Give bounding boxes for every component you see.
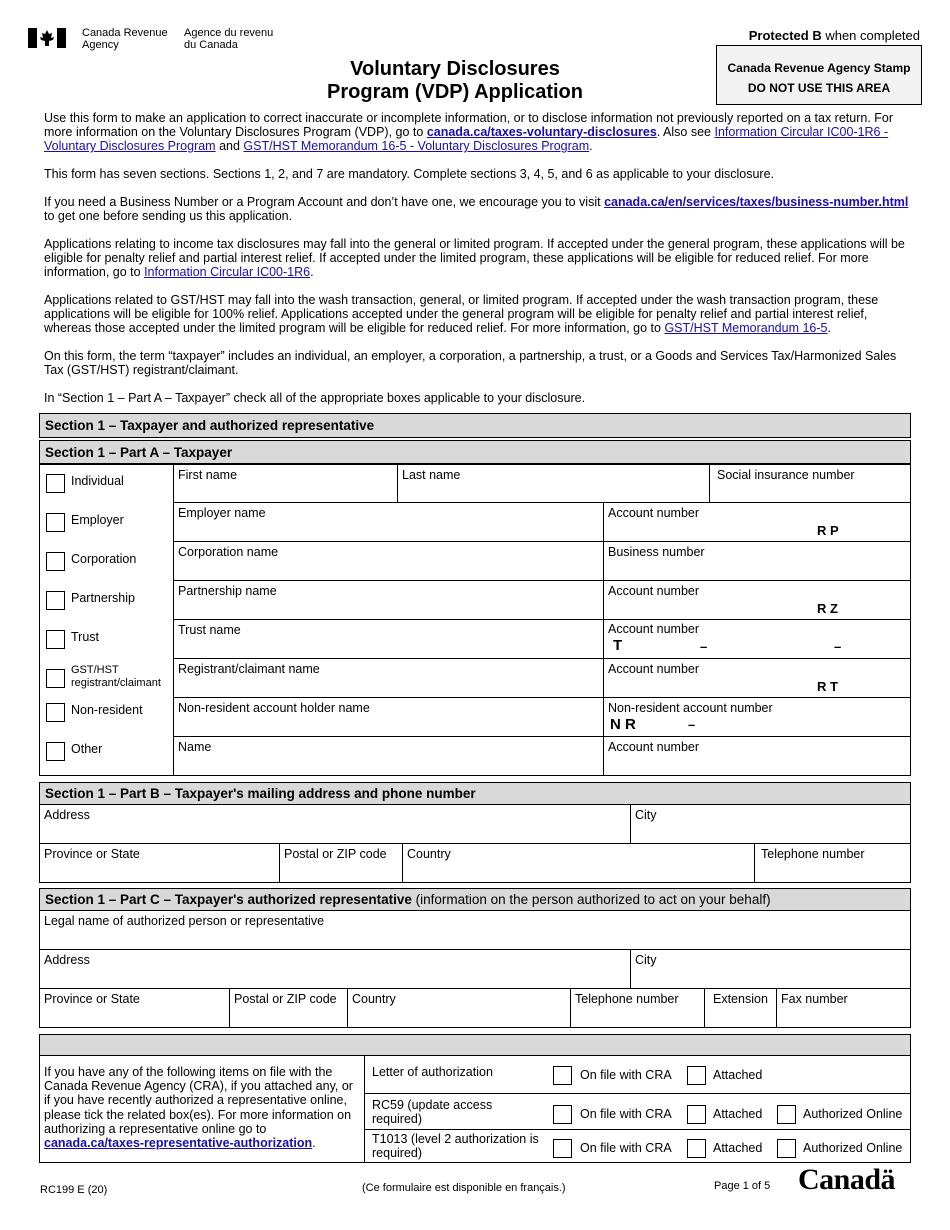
rc59-attached-label: Attached bbox=[713, 1107, 763, 1121]
registrant-name-field[interactable] bbox=[173, 658, 604, 698]
loa-attached-checkbox[interactable] bbox=[687, 1066, 706, 1085]
taxpayer-telephone-label: Telephone number bbox=[761, 847, 865, 861]
agency-en-line1: Canada Revenue bbox=[82, 27, 168, 39]
t1013-online-label: Authorized Online bbox=[803, 1141, 903, 1155]
taxpayer-country-label: Country bbox=[407, 847, 451, 861]
other-account-label: Account number bbox=[608, 740, 700, 754]
nr-dash: – bbox=[688, 717, 696, 732]
business-number-label: Business number bbox=[608, 545, 705, 559]
intro-paragraph-4 bbox=[44, 237, 912, 279]
rep-fax-label: Fax number bbox=[781, 992, 848, 1006]
taxpayer-type-column bbox=[39, 464, 174, 776]
canada-flag-icon bbox=[28, 28, 66, 48]
intro-paragraph-1 bbox=[44, 111, 912, 153]
rep-province-field[interactable] bbox=[39, 988, 230, 1028]
protected-b-suffix: when completed bbox=[821, 28, 920, 43]
corporation-checkbox[interactable] bbox=[46, 552, 65, 571]
form-title bbox=[280, 58, 630, 104]
section1-partA-header: Section 1 – Part A – Taxpayer bbox=[39, 440, 911, 464]
intro-p4-text-a: Applications relating to income tax disclosures may fall into the general or limited program. If accepted under the general program, these applications will be eligible for penalty relief and partial interest relief. If accepted under the limited program, these applications will be eligible for reduced relief. For more information, go to bbox=[44, 237, 905, 279]
taxpayer-country-field[interactable] bbox=[402, 843, 755, 883]
rep-country-field[interactable] bbox=[347, 988, 571, 1028]
trust-label: Trust bbox=[71, 630, 100, 644]
agency-fr-line2: du Canada bbox=[184, 39, 238, 51]
authorization-info-body: If you have any of the following items on file with the Canada Revenue Agency (CRA), if you attached any, or if you have recently authorized a representative online, please tick the related box(es). For more information on authorizing a representative online go to bbox=[44, 1065, 353, 1136]
rp-suffix: R P bbox=[817, 523, 839, 538]
intro-p1-text-b: . Also see bbox=[656, 125, 715, 139]
last-name-field[interactable] bbox=[397, 464, 710, 503]
sin-label: Social insurance number bbox=[717, 468, 855, 482]
intro-paragraph-2: This form has seven sections. Sections 1, 2, and 7 are mandatory. Complete sections 3, 4, 5, and 6 as applicable to your disclosure. bbox=[44, 167, 775, 181]
section1-header: Section 1 – Taxpayer and authorized representative bbox=[39, 413, 911, 438]
cra-stamp-area bbox=[716, 45, 922, 105]
letter-of-authorization-label: Letter of authorization bbox=[372, 1065, 493, 1079]
trust-name-label: Trust name bbox=[178, 623, 241, 637]
individual-label: Individual bbox=[71, 474, 124, 488]
other-name-field[interactable] bbox=[173, 736, 604, 776]
loa-on-file-label: On file with CRA bbox=[580, 1068, 672, 1082]
rep-province-label: Province or State bbox=[44, 992, 140, 1006]
rep-address-label: Address bbox=[44, 953, 90, 967]
t-prefix: T bbox=[613, 637, 623, 654]
ic00-1r6-link[interactable]: Information Circular IC00-1R6 - Voluntary Disclosures Program bbox=[44, 125, 889, 153]
protected-b-notice bbox=[690, 28, 920, 43]
rep-address-field[interactable] bbox=[39, 949, 631, 989]
corporation-label: Corporation bbox=[71, 552, 137, 566]
other-account-field[interactable] bbox=[603, 736, 911, 776]
intro-text bbox=[44, 111, 912, 419]
rep-telephone-field[interactable] bbox=[570, 988, 705, 1028]
agency-name-french bbox=[184, 27, 284, 51]
representative-authorization-link[interactable]: canada.ca/taxes-representative-authorization bbox=[44, 1136, 313, 1151]
trust-name-field[interactable] bbox=[173, 619, 604, 659]
intro-p1-text-d: . bbox=[589, 139, 593, 153]
other-checkbox[interactable] bbox=[46, 742, 65, 761]
t1013-on-file-label: On file with CRA bbox=[580, 1141, 672, 1155]
non-resident-label: Non-resident bbox=[71, 703, 143, 717]
gst-hst-registrant-checkbox[interactable] bbox=[46, 669, 65, 688]
taxpayer-province-field[interactable] bbox=[39, 843, 280, 883]
form-code: RC199 E (20) bbox=[40, 1184, 108, 1196]
gst-memo-link-2[interactable]: GST/HST Memorandum 16-5 bbox=[664, 321, 828, 335]
legal-name-label: Legal name of authorized person or representative bbox=[44, 914, 325, 928]
rep-postal-field[interactable] bbox=[229, 988, 348, 1028]
intro-p5-text-b: . bbox=[827, 321, 831, 335]
gst-account-field[interactable] bbox=[603, 658, 911, 698]
section1-partB-header: Section 1 – Part B – Taxpayer's mailing address and phone number bbox=[39, 782, 911, 805]
vdp-link[interactable]: canada.ca/taxes-voluntary-disclosures bbox=[426, 125, 657, 139]
last-name-label: Last name bbox=[402, 468, 461, 482]
other-label: Other bbox=[71, 742, 103, 756]
taxpayer-postal-field[interactable] bbox=[279, 843, 403, 883]
corporation-name-field[interactable] bbox=[173, 541, 604, 581]
sin-field[interactable] bbox=[709, 464, 911, 503]
legal-name-field[interactable] bbox=[39, 910, 911, 950]
employer-name-field[interactable] bbox=[173, 502, 604, 542]
trust-checkbox[interactable] bbox=[46, 630, 65, 649]
loa-on-file-checkbox[interactable] bbox=[553, 1066, 572, 1085]
trust-dash-2: – bbox=[834, 639, 842, 654]
partnership-account-field[interactable] bbox=[603, 580, 911, 620]
rep-extension-label: Extension bbox=[713, 992, 768, 1006]
authorization-info-end: . bbox=[312, 1136, 316, 1151]
rep-city-field[interactable] bbox=[630, 949, 911, 989]
registrant-name-label: Registrant/claimant name bbox=[178, 662, 320, 676]
nonresident-account-field[interactable] bbox=[603, 697, 911, 737]
page-number: Page 1 of 5 bbox=[714, 1180, 771, 1192]
employer-account-label: Account number bbox=[608, 506, 700, 520]
rc59-attached-checkbox[interactable] bbox=[687, 1105, 706, 1124]
rc59-on-file-checkbox[interactable] bbox=[553, 1105, 572, 1124]
business-number-link[interactable]: canada.ca/en/services/taxes/business-number.html bbox=[604, 195, 909, 209]
ic00-1r6-link-2[interactable]: Information Circular IC00-1R6 bbox=[144, 265, 311, 279]
stamp-warning: DO NOT USE THIS AREA bbox=[747, 81, 891, 95]
partnership-checkbox[interactable] bbox=[46, 591, 65, 610]
partnership-name-field[interactable] bbox=[173, 580, 604, 620]
taxpayer-city-field[interactable] bbox=[630, 804, 911, 844]
authorization-grey-bar bbox=[39, 1034, 911, 1056]
intro-p4-text-b: . bbox=[310, 265, 314, 279]
gst-hst-registrant-label: GST/HST registrant/claimant bbox=[71, 664, 161, 689]
authorization-info-text bbox=[44, 1065, 360, 1150]
trust-account-field[interactable] bbox=[603, 619, 911, 659]
intro-p3-text-a: If you need a Business Number or a Program Account and don’t have one, we encourage you to visit bbox=[44, 195, 605, 209]
employer-name-label: Employer name bbox=[178, 506, 266, 520]
taxpayer-postal-label: Postal or ZIP code bbox=[284, 847, 387, 861]
t1013-online-checkbox[interactable] bbox=[777, 1139, 796, 1158]
intro-p3-text-b: to get one before sending us this application. bbox=[44, 209, 293, 223]
partnership-name-label: Partnership name bbox=[178, 584, 277, 598]
t1013-attached-label: Attached bbox=[713, 1141, 763, 1155]
rep-city-label: City bbox=[635, 953, 657, 967]
first-name-label: First name bbox=[178, 468, 238, 482]
taxpayer-address-label: Address bbox=[44, 808, 90, 822]
nonresident-name-field[interactable] bbox=[173, 697, 604, 737]
first-name-field[interactable] bbox=[173, 464, 398, 503]
business-number-field[interactable] bbox=[603, 541, 911, 581]
nr-prefix: N R bbox=[610, 716, 636, 733]
t1013-label: T1013 (level 2 authorization is required) bbox=[372, 1132, 539, 1160]
partC-title: Section 1 – Part C – Taxpayer's authorized representative bbox=[45, 892, 412, 907]
protected-b-label: Protected B bbox=[748, 28, 822, 43]
rep-country-label: Country bbox=[352, 992, 396, 1006]
french-availability-note: (Ce formulaire est disponible en français.) bbox=[362, 1182, 566, 1194]
corporation-name-label: Corporation name bbox=[178, 545, 279, 559]
t1013-attached-checkbox[interactable] bbox=[687, 1139, 706, 1158]
t1013-on-file-checkbox[interactable] bbox=[553, 1139, 572, 1158]
rep-postal-label: Postal or ZIP code bbox=[234, 992, 337, 1006]
nonresident-name-label: Non-resident account holder name bbox=[178, 701, 370, 715]
taxpayer-province-label: Province or State bbox=[44, 847, 140, 861]
intro-p1-text-a: Use this form to make an application to correct inaccurate or incomplete information, or to disclose information not previously reported on a tax return. For more information on the Voluntary Disclosures Program (VDP), go to bbox=[44, 111, 894, 139]
rz-suffix: R Z bbox=[817, 601, 838, 616]
rep-extension-field[interactable] bbox=[704, 988, 777, 1028]
canada-wordmark: Canadä bbox=[798, 1163, 896, 1196]
employer-label: Employer bbox=[71, 513, 124, 527]
rc59-online-checkbox[interactable] bbox=[777, 1105, 796, 1124]
agency-en-line2: Agency bbox=[82, 39, 119, 51]
intro-p5-text-a: Applications related to GST/HST may fall into the wash transaction, general, or limited program. If accepted under the wash transaction program, these applications will be eligible for 100% relief. Applications accepted under the general program will be eligible for penalty relief and partial interest relief, whereas those accepted under the limited program will be eligible for reduced relief. For more information, go to bbox=[44, 293, 879, 335]
agency-name-english bbox=[82, 27, 177, 51]
gst-account-label: Account number bbox=[608, 662, 700, 676]
gst-memo-link[interactable]: GST/HST Memorandum 16-5 - Voluntary Disclosures Program bbox=[243, 139, 590, 153]
form-title-line1: Voluntary Disclosures bbox=[350, 58, 560, 80]
intro-paragraph-7: In “Section 1 – Part A – Taxpayer” check all of the appropriate boxes applicable to your disclosure. bbox=[44, 391, 586, 405]
loa-attached-label: Attached bbox=[713, 1068, 763, 1082]
section1-partC-header bbox=[39, 888, 911, 911]
individual-checkbox[interactable] bbox=[46, 474, 65, 493]
agency-fr-line1: Agence du revenu bbox=[184, 27, 274, 39]
employer-account-field[interactable] bbox=[603, 502, 911, 542]
partnership-label: Partnership bbox=[71, 591, 135, 605]
rc59-online-label: Authorized Online bbox=[803, 1107, 903, 1121]
partC-note: (information on the person authorized to act on your behalf) bbox=[411, 892, 771, 907]
other-name-label: Name bbox=[178, 740, 212, 754]
rep-telephone-label: Telephone number bbox=[575, 992, 679, 1006]
rep-fax-field[interactable] bbox=[776, 988, 911, 1028]
non-resident-checkbox[interactable] bbox=[46, 703, 65, 722]
rt-suffix: R T bbox=[817, 679, 838, 694]
rc59-label: RC59 (update access required) bbox=[372, 1098, 493, 1126]
taxpayer-address-field[interactable] bbox=[39, 804, 631, 844]
employer-checkbox[interactable] bbox=[46, 513, 65, 532]
rc59-on-file-label: On file with CRA bbox=[580, 1107, 672, 1121]
intro-p1-text-c: and bbox=[215, 139, 244, 153]
taxpayer-telephone-field[interactable] bbox=[754, 843, 911, 883]
trust-dash-1: – bbox=[700, 639, 708, 654]
form-title-line2: Program (VDP) Application bbox=[327, 81, 583, 103]
partnership-account-label: Account number bbox=[608, 584, 700, 598]
nonresident-account-label: Non-resident account number bbox=[608, 701, 773, 715]
taxpayer-city-label: City bbox=[635, 808, 657, 822]
intro-paragraph-6: On this form, the term “taxpayer” includes an individual, an employer, a corporation, a partnership, a trust, or a Goods and Services Tax/Harmonized Sales Tax (GST/HST) registrant/claimant. bbox=[44, 349, 897, 377]
trust-account-label: Account number bbox=[608, 622, 700, 636]
intro-paragraph-5 bbox=[44, 293, 912, 335]
stamp-title: Canada Revenue Agency Stamp bbox=[727, 61, 911, 75]
intro-paragraph-3 bbox=[44, 195, 912, 223]
